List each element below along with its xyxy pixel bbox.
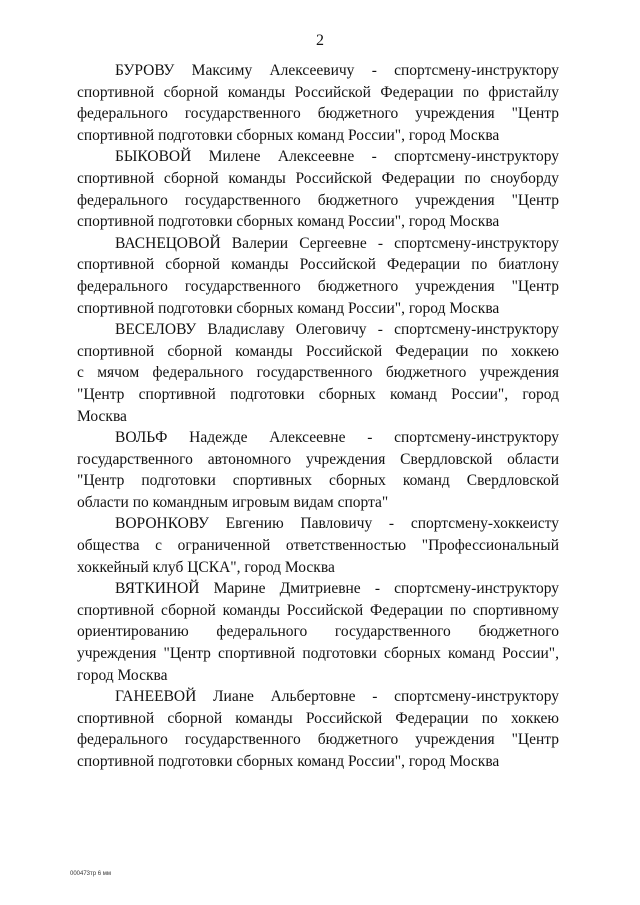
entry-line: город Москва bbox=[77, 666, 168, 684]
entry-line: ВОРОНКОВУ Евгению Павловичу - спортсмену-хоккеисту bbox=[115, 515, 559, 533]
entry-line: ГАНЕЕВОЙ Лиане Альбертовне - спортсмену-инструктору bbox=[115, 688, 559, 706]
entry-line: спортивной подготовки сборных команд России", город Москва bbox=[77, 299, 500, 317]
entry-line: спортивной сборной команды Российской Федерации по сноуборду bbox=[77, 169, 559, 187]
award-entry bbox=[77, 513, 559, 578]
entry-line: спортивной сборной команды Российской Федерации по биатлону bbox=[77, 256, 559, 274]
entry-line: спортивной сборной команды Российской Федерации по хоккею bbox=[77, 342, 559, 360]
entry-line: ВАСНЕЦОВОЙ Валерии Сергеевне - спортсмену-инструктору bbox=[115, 234, 559, 252]
award-entry bbox=[77, 233, 559, 319]
entry-line: с мячом федерального государственного бюджетного учреждения bbox=[77, 364, 559, 382]
entry-line: спортивной подготовки сборных команд России", город Москва bbox=[77, 753, 500, 770]
entry-line: федерального государственного бюджетного учреждения "Центр bbox=[77, 731, 559, 749]
entry-line: государственного автономного учреждения Свердловской области bbox=[77, 450, 559, 468]
entry-line: спортивной подготовки сборных команд России", город Москва bbox=[77, 213, 500, 231]
entry-line: федерального государственного бюджетного учреждения "Центр bbox=[77, 277, 559, 295]
award-entry bbox=[77, 319, 559, 427]
award-entry bbox=[77, 578, 559, 686]
page-number: 2 bbox=[316, 32, 324, 49]
award-entry bbox=[77, 686, 559, 772]
entry-line: БУРОВУ Максиму Алексеевичу - спортсмену-инструктору bbox=[115, 62, 559, 79]
award-entry bbox=[77, 427, 559, 513]
award-entry bbox=[77, 146, 559, 232]
entry-line: федерального государственного бюджетного учреждения "Центр bbox=[77, 105, 559, 123]
entry-line: ВОЛЬФ Надежде Алексеевне - спортсмену-инструктору bbox=[115, 429, 559, 447]
entry-line: ВЯТКИНОЙ Марине Дмитриевне - спортсмену-инструктору bbox=[115, 580, 559, 598]
entry-line: спортивной сборной команды Российской Федерации по хоккею bbox=[77, 709, 559, 727]
award-entry bbox=[77, 60, 559, 146]
entry-line: Москва bbox=[77, 407, 127, 425]
entry-line: хоккейный клуб ЦСКА", город Москва bbox=[77, 558, 335, 576]
entry-line: федерального государственного бюджетного учреждения "Центр bbox=[77, 191, 559, 209]
entry-line: спортивной сборной команды Российской Федерации по спортивному bbox=[77, 601, 559, 619]
entry-line: БЫКОВОЙ Милене Алексеевне - спортсмену-инструктору bbox=[115, 148, 559, 166]
entry-line: "Центр подготовки спортивных сборных команд Свердловской bbox=[77, 472, 559, 490]
entry-line: спортивной подготовки сборных команд России", город Москва bbox=[77, 126, 500, 144]
entry-line: ориентированию федерального государственного бюджетного bbox=[77, 623, 559, 641]
entry-line: общества с ограниченной ответственностью "Профессиональный bbox=[77, 537, 559, 555]
entry-line: учреждения "Центр спортивной подготовки сборных команд России", bbox=[77, 645, 559, 663]
entry-line: "Центр спортивной подготовки сборных команд России", город bbox=[77, 385, 559, 403]
entry-line: области по командным игровым видам спорта" bbox=[77, 493, 389, 511]
footer-code: 000473тр 6 мм bbox=[70, 871, 112, 877]
entry-line: спортивной сборной команды Российской Федерации по фристайлу bbox=[77, 83, 559, 101]
entry-line: ВЕСЕЛОВУ Владиславу Олеговичу - спортсмену-инструктору bbox=[115, 321, 559, 339]
award-list bbox=[77, 60, 559, 773]
